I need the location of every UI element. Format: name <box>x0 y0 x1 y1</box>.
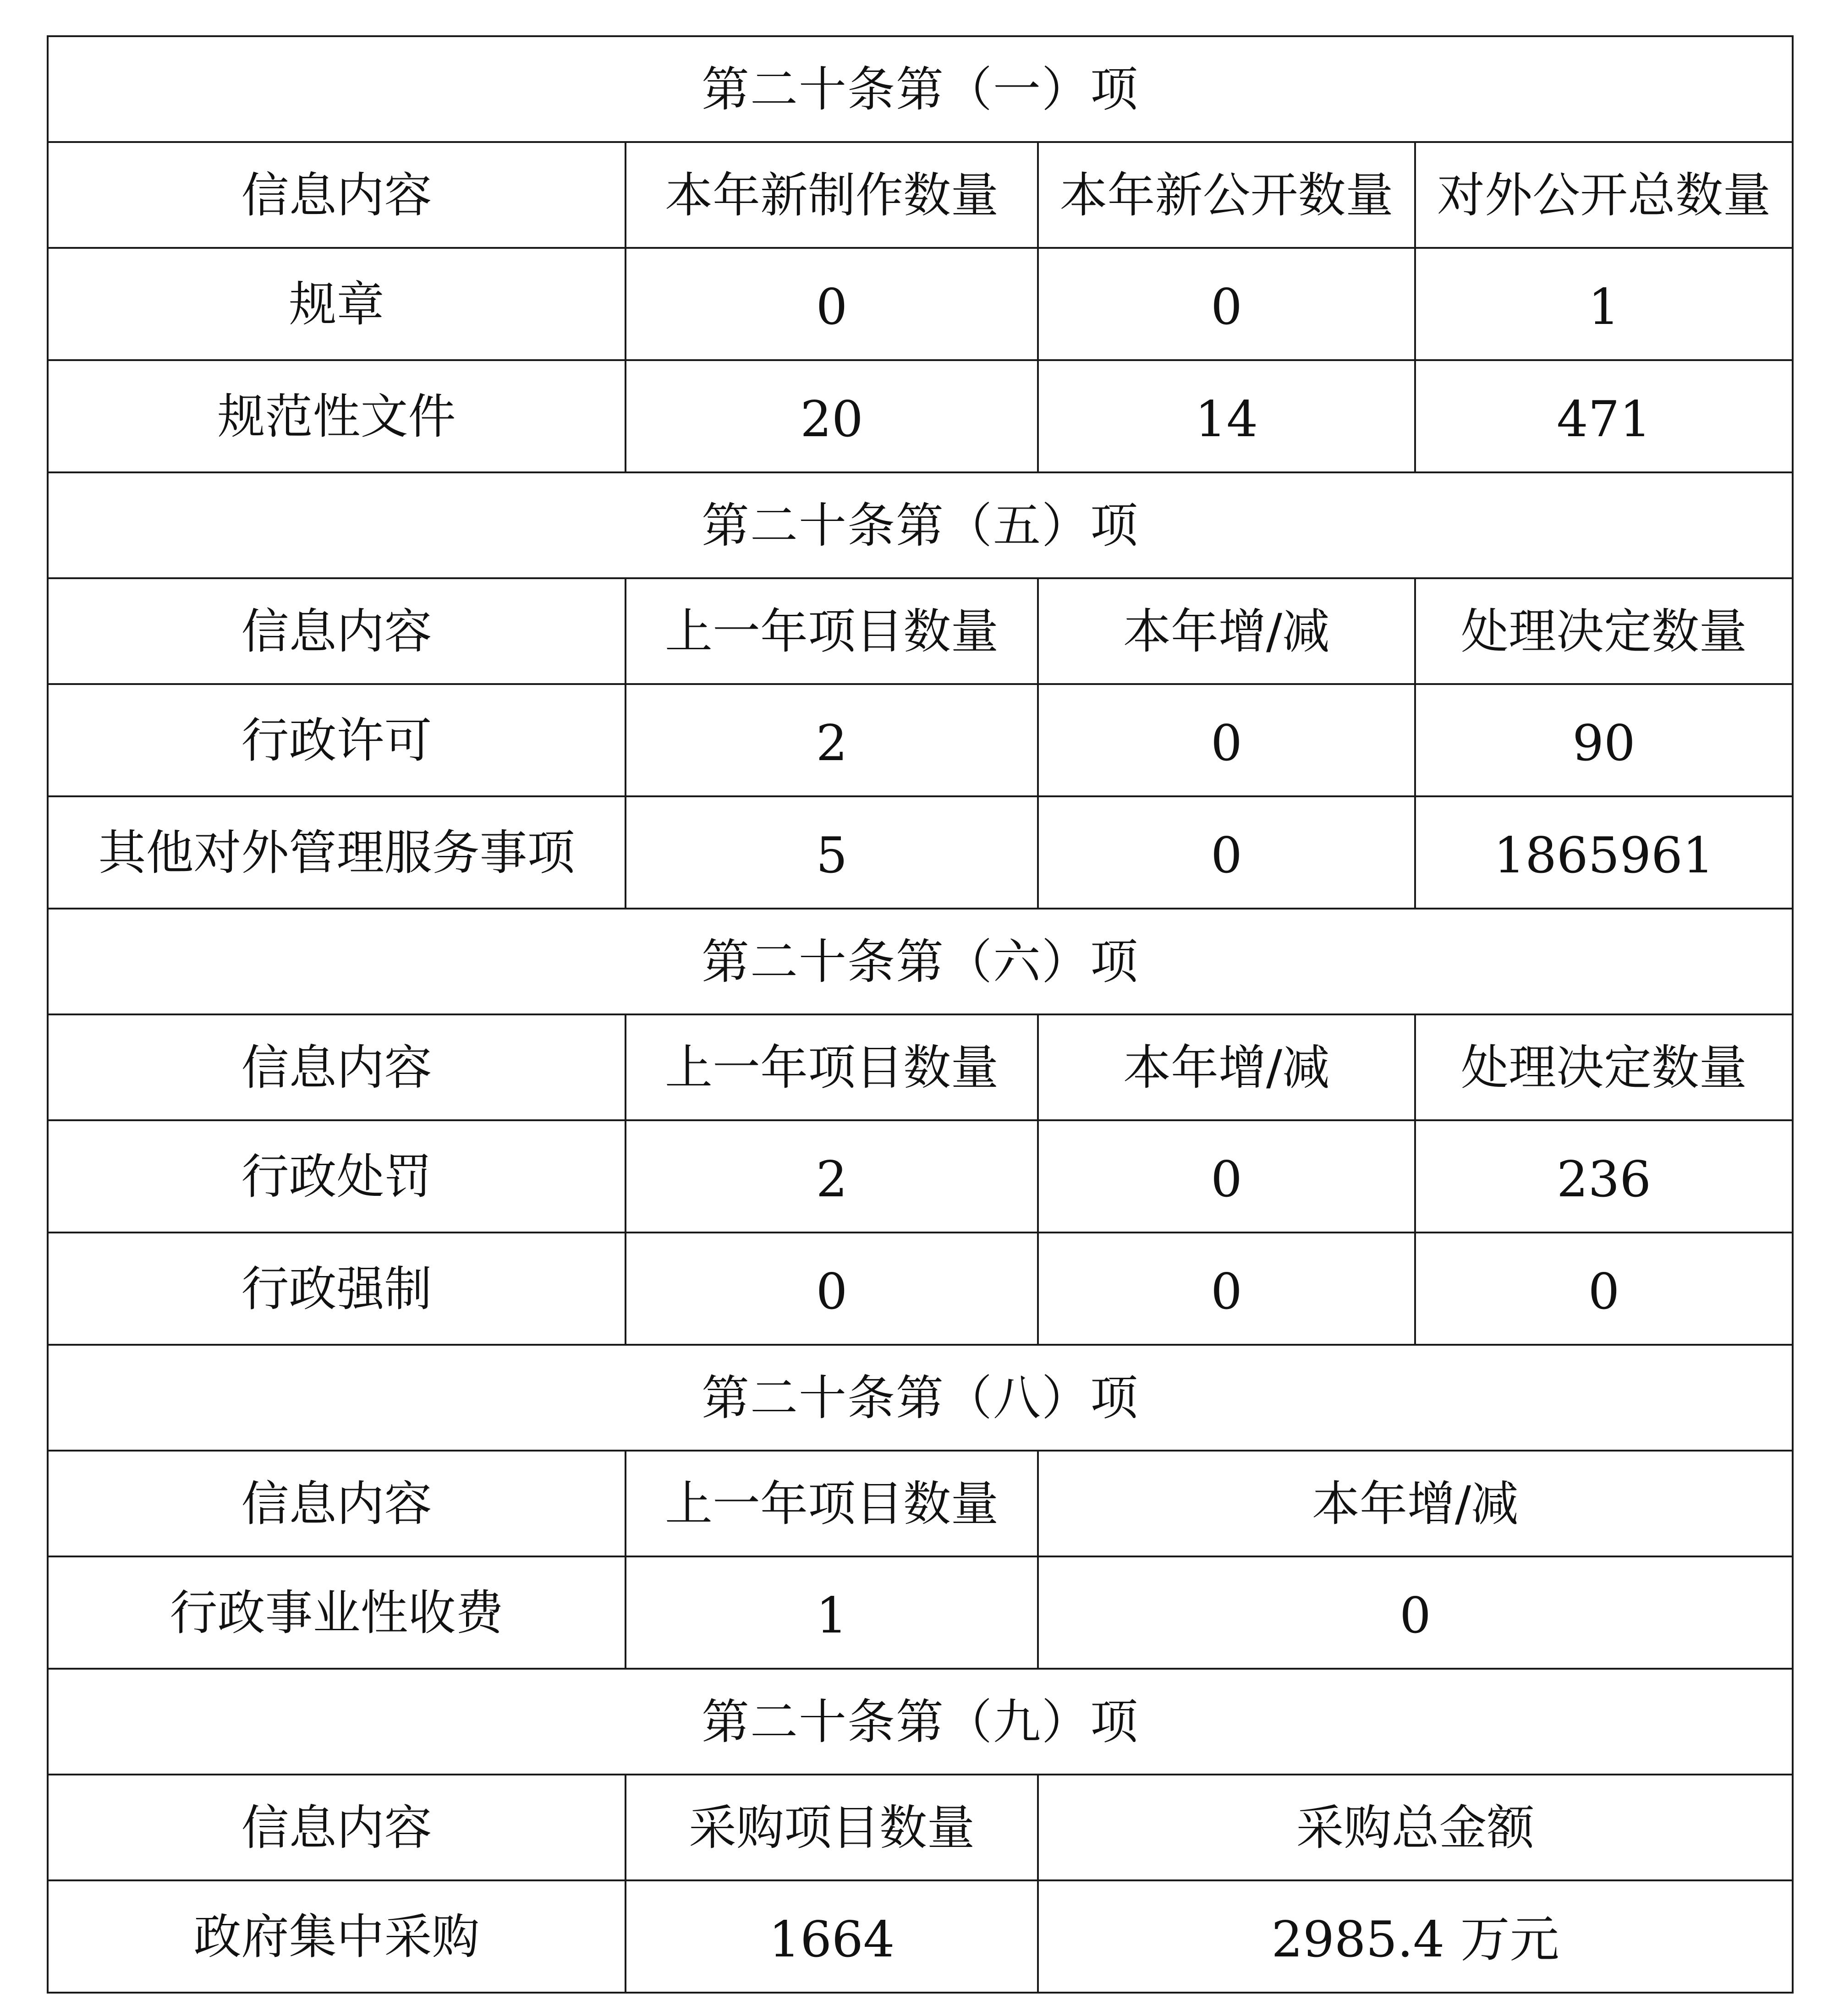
header-cell: 信息内容 <box>48 142 626 248</box>
table-row <box>48 248 1793 360</box>
header-cell: 信息内容 <box>48 1775 626 1880</box>
header-cell: 本年增/减 <box>1038 578 1415 684</box>
data-cell: 0 <box>626 248 1038 360</box>
row-label: 规范性文件 <box>48 360 626 472</box>
row-label: 行政处罚 <box>48 1120 626 1233</box>
header-row <box>48 1451 1793 1556</box>
table-row <box>48 1233 1793 1345</box>
data-cell: 5 <box>626 796 1038 909</box>
section-title-row <box>48 1345 1793 1451</box>
section-title: 第二十条第（一）项 <box>48 36 1793 142</box>
header-cell: 信息内容 <box>48 1014 626 1120</box>
header-cell: 本年增/减 <box>1038 1451 1793 1556</box>
header-row <box>48 1014 1793 1120</box>
data-cell: 1 <box>626 1556 1038 1669</box>
data-cell: 2 <box>626 1120 1038 1233</box>
section-title: 第二十条第（八）项 <box>48 1345 1793 1451</box>
section-title: 第二十条第（五）项 <box>48 472 1793 578</box>
section-title-row <box>48 472 1793 578</box>
header-row <box>48 1775 1793 1880</box>
data-cell: 1865961 <box>1415 796 1793 909</box>
row-label: 规章 <box>48 248 626 360</box>
table-row <box>48 684 1793 796</box>
row-label: 其他对外管理服务事项 <box>48 796 626 909</box>
section-title-row <box>48 909 1793 1014</box>
table-row <box>48 1880 1793 1993</box>
data-cell: 0 <box>1038 248 1415 360</box>
data-cell: 0 <box>1038 1556 1793 1669</box>
data-cell: 1 <box>1415 248 1793 360</box>
data-cell: 0 <box>1038 1120 1415 1233</box>
data-cell: 0 <box>1415 1233 1793 1345</box>
row-label: 行政事业性收费 <box>48 1556 626 1669</box>
data-cell: 1664 <box>626 1880 1038 1993</box>
header-row <box>48 578 1793 684</box>
header-cell: 本年新制作数量 <box>626 142 1038 248</box>
header-cell: 对外公开总数量 <box>1415 142 1793 248</box>
data-cell: 0 <box>1038 796 1415 909</box>
data-cell: 0 <box>1038 1233 1415 1345</box>
header-cell: 处理决定数量 <box>1415 578 1793 684</box>
data-cell: 471 <box>1415 360 1793 472</box>
section-title: 第二十条第（六）项 <box>48 909 1793 1014</box>
data-cell: 236 <box>1415 1120 1793 1233</box>
header-cell: 本年增/减 <box>1038 1014 1415 1120</box>
table-row <box>48 796 1793 909</box>
data-cell: 20 <box>626 360 1038 472</box>
data-cell: 2 <box>626 684 1038 796</box>
header-cell: 信息内容 <box>48 1451 626 1556</box>
row-label: 行政强制 <box>48 1233 626 1345</box>
disclosure-table <box>47 35 1794 1994</box>
table-row <box>48 1120 1793 1233</box>
data-cell: 0 <box>1038 684 1415 796</box>
header-cell: 本年新公开数量 <box>1038 142 1415 248</box>
section-title: 第二十条第（九）项 <box>48 1669 1793 1775</box>
row-label: 行政许可 <box>48 684 626 796</box>
section-title-row <box>48 1669 1793 1775</box>
data-cell: 14 <box>1038 360 1415 472</box>
header-cell: 采购项目数量 <box>626 1775 1038 1880</box>
data-cell: 0 <box>626 1233 1038 1345</box>
section-title-row <box>48 36 1793 142</box>
header-cell: 采购总金额 <box>1038 1775 1793 1880</box>
data-cell: 2985.4 万元 <box>1038 1880 1793 1993</box>
table-row <box>48 360 1793 472</box>
header-cell: 上一年项目数量 <box>626 578 1038 684</box>
data-cell: 90 <box>1415 684 1793 796</box>
header-cell: 上一年项目数量 <box>626 1451 1038 1556</box>
header-cell: 信息内容 <box>48 578 626 684</box>
row-label: 政府集中采购 <box>48 1880 626 1993</box>
header-row <box>48 142 1793 248</box>
table-row <box>48 1556 1793 1669</box>
header-cell: 处理决定数量 <box>1415 1014 1793 1120</box>
header-cell: 上一年项目数量 <box>626 1014 1038 1120</box>
